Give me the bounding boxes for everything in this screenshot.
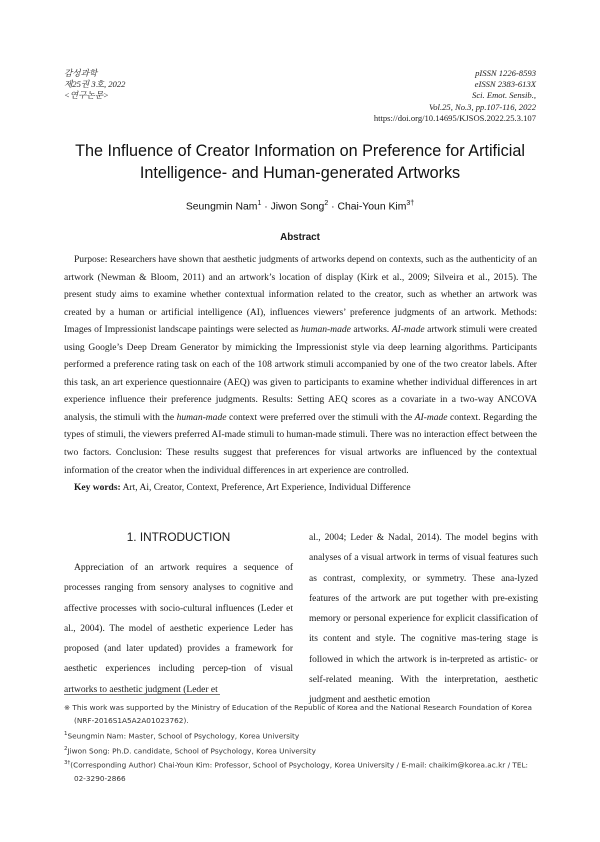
journal-abbrev: Sci. Emot. Sensib., (472, 90, 536, 101)
journal-volume-korean: 제25권 3호, 2022 (64, 79, 126, 90)
keywords (74, 483, 544, 493)
paper-title (40, 140, 560, 184)
journal-name-korean: 감성과학 (64, 68, 98, 78)
pissn: pISSN 1226-8593 (475, 68, 536, 78)
title-line-1: The Influence of Creator Information on Preference for Artificial (75, 142, 525, 160)
title-line-2: Intelligence- and Human-generated Artworks (139, 164, 461, 182)
footnote-author-1: $^1$Seungmin Nam: Master, School of Psychology, Korea University (64, 730, 300, 741)
abstract-heading: Abstract (280, 232, 320, 243)
author-list (40, 200, 560, 212)
author-2: Jiwon Song (270, 201, 325, 213)
author-1: Seungmin Nam (185, 201, 258, 213)
body-paragraph: Appreciation of an artwork requires a sequence of processes ranging from sensory analyses to cognitive and affective processes with socio-cultural influences (Leder et al., 2004). The model of aesthetic experience Leder has proposed (and later updated) provides a framework for aesthetic experiences including percep-tion of visual artworks to aesthetic judgment (Leder et (64, 563, 293, 695)
author-1-affil: 1 (257, 200, 262, 207)
author-3: Chai-Youn Kim (337, 201, 407, 213)
body-paragraph: al., 2004; Leder & Nadal, 2014). The model begins with analyses of a visual artwork in terms of visual features such as contrast, complexity, or symmetry. These ana-lyzed features of the artwork are put together with pre-existing memory or personal experience for explicit classification of its content and style. The cognitive mas-tering stage is followed in which the artwork is in-terpreted as artistic- or self-related meaning. With the interpretation, aesthetic judgment and aesthetic emotion (309, 533, 538, 706)
author-3-affil: 3† (406, 200, 415, 207)
author-separator: · (261, 201, 271, 213)
footnote-author-2: $^2$Jiwon Song: Ph.D. candidate, School of Psychology, Korea University (64, 745, 316, 756)
keywords-label: Key words: (74, 483, 121, 493)
eissn: eISSN 2383-613X (474, 79, 536, 90)
section-heading-introduction: 1. INTRODUCTION (126, 530, 231, 544)
abstract-text: Purpose: Researchers have shown that aesthetic judgments of artworks depend on contexts, such as the authenticity of an artwork (Newman & Bloom, 2011) and an artwork’s location of display (Kirk et al., 2009; Silveira et al., 2015). The present study aims to examine whether contextual information related to the creator, such as whether an artwork was created by a human or artificial intelligence (AI), influences viewers’ preference judgments of an artwork. Methods: Images of Impressionist landscape paintings were selected as human-made artworks. AI-made artwork stimuli were created using Google’s Deep Dream Generator by mimicking the Impressionist style via deep learning algorithms. Participants performed a preference rating task on each of the 108 artwork stimuli accompanied by one of the two creator labels. After this task, an art experience questionnaire (AEQ) was given to participants to examine whether individual differences in art experience influence their preference judgments. Results: Setting AEQ scores as a covariate in a two-way ANCOVA analysis, the stimuli with the human-made context were preferred over the stimuli with the AI-made context. Regarding the types of stimuli, the viewers preferred AI-made stimuli to human-made stimuli. There was no interaction effect between the two factors. Conclusion: These results suggest that preferences for visual artworks are influenced by the contextual information of the creator when the individual differences in art experience are controlled. (64, 254, 537, 476)
body-column-right (309, 528, 538, 711)
footnote-funding: ※ This work was supported by the Ministry of Education of the Republic of Korea and the National Research Foundation of Korea (NRF-2016S1A5A2A01023762). (64, 703, 532, 726)
footnotes (64, 701, 542, 786)
journal-header-right (374, 68, 536, 124)
footnote-divider (64, 694, 220, 695)
article-type: <연구논문> (64, 90, 109, 101)
author-separator: · (328, 201, 338, 213)
journal-header-left (64, 68, 125, 102)
author-2-affil: 2 (324, 200, 329, 207)
doi-link[interactable]: https://doi.org/10.14695/KJSOS.2022.25.3.107 (373, 112, 536, 123)
footnote-author-3: $^{3\dagger}$(Corresponding Author) Chai-Youn Kim: Professor, School of Psychology, Korea University / E-mail: chaikim@korea.ac.kr / TEL: 02-3290-2866 (64, 760, 528, 784)
keywords-text: Art, Ai, Creator, Context, Preference, Art Experience, Individual Difference (122, 483, 411, 493)
volume-pages: Vol.25, No.3, pp.107-116, 2022 (428, 101, 536, 112)
body-column-left (64, 558, 293, 700)
